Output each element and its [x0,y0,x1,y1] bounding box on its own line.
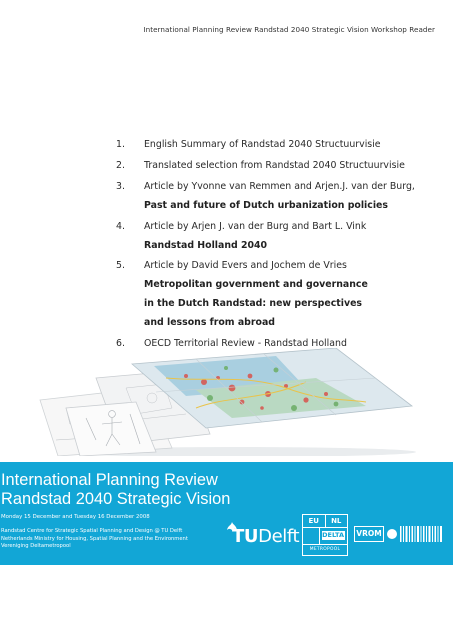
toc-number: 1. [116,139,125,150]
deltametropool-logo [302,514,348,556]
toc-number: 4. [116,220,125,232]
logo-nl: NL [331,517,342,525]
workshop-date: Monday 15 December and Tuesday 16 December 2008 [1,514,150,520]
institution-name: Vereniging Deltametropool [1,543,71,550]
cover-title-line: Randstad 2040 Strategic Vision [1,489,231,508]
vrom-bars-icon [400,526,444,542]
tudelft-logo-tu: TU [232,526,259,547]
logo-eu: EU [303,515,326,527]
toc-text: Article by David Evers and Jochem de Vries [144,260,347,272]
toc-item [116,218,436,256]
tudelft-logo [232,526,299,547]
toc-text: Article by Arjen J. van der Burg and Bart L. Vink [144,220,367,232]
vrom-dot-icon [387,529,397,539]
institution-name: Randstad Centre for Strategic Spatial Planning and Design @ TU Delft [1,528,183,534]
toc-number: 2. [116,159,125,171]
running-header: International Planning Review Randstad 2040 Strategic Vision Workshop Reader [143,25,435,34]
toc-article-title: and lessons from abroad [144,317,275,329]
toc-article-title: in the Dutch Randstad: new perspectives [144,298,363,310]
toc-article-title: Randstad Holland 2040 [144,239,268,251]
toc-item [116,257,436,333]
organising-institutions [1,528,188,551]
toc-item [116,136,436,155]
table-of-contents [116,136,436,356]
toc-item [116,178,436,216]
logo-metropool: METROPOOL [309,547,341,552]
map-illustration [36,348,416,456]
vrom-logo [354,526,444,542]
toc-text: OECD Territorial Review - Randstad Holland [144,338,347,350]
cover-title-line: International Planning Review [1,471,218,489]
toc-text: Article by Yvonne van Remmen and Arjen.J. van der Burg, [144,180,415,192]
toc-text: Translated selection from Randstad 2040 Structuurvisie [144,159,405,171]
toc-number: 6. [116,338,125,350]
institution-name: Netherlands Ministry for Housing, Spatial Planning and the Environment [1,535,188,542]
toc-number: 3. [116,180,125,192]
toc-text: English Summary of Randstad 2040 Structuurvisie [144,139,381,150]
toc-number: 5. [116,260,125,272]
vrom-wordmark: VROM [354,526,384,542]
tudelft-logo-delft: Delft [258,526,300,547]
logo-delta: DELTA [322,531,344,539]
toc-article-title: Past and future of Dutch urbanization policies [144,199,388,211]
toc-article-title: Metropolitan government and governance [144,279,368,291]
cover-title [0,471,230,508]
toc-item [116,157,436,176]
